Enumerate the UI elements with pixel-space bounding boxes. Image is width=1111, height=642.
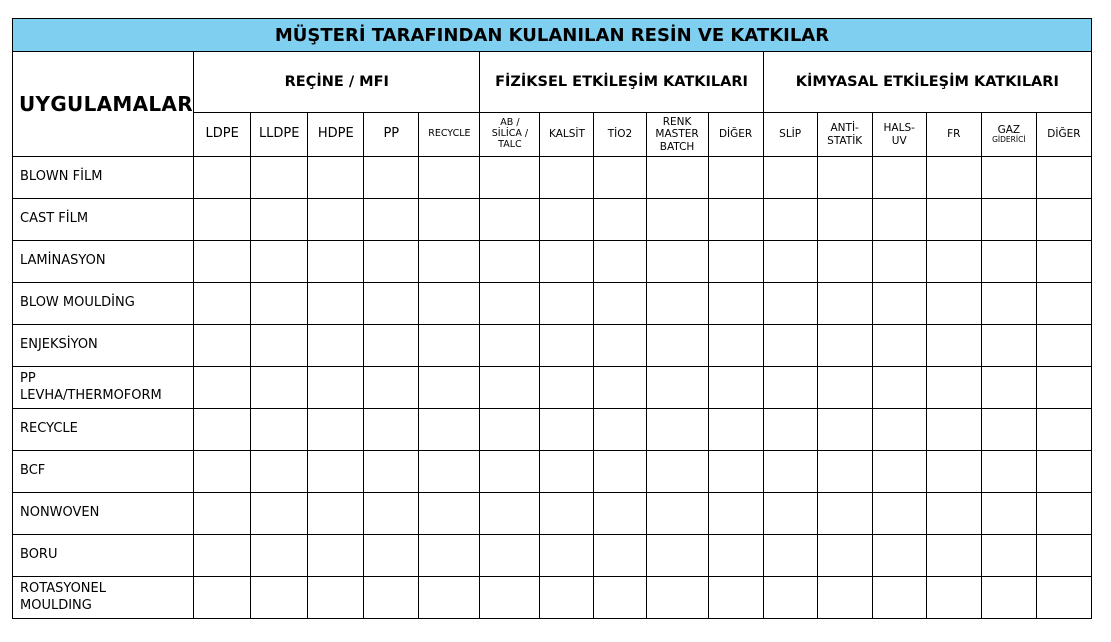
- col-header-gaz-line1: GAZ: [997, 124, 1021, 137]
- table-cell[interactable]: [251, 493, 308, 535]
- table-cell[interactable]: [1036, 577, 1091, 619]
- table-cell[interactable]: [708, 493, 763, 535]
- table-cell[interactable]: [708, 325, 763, 367]
- table-cell[interactable]: [926, 493, 981, 535]
- table-cell[interactable]: [817, 577, 872, 619]
- table-cell[interactable]: [364, 535, 419, 577]
- table-cell[interactable]: [981, 535, 1036, 577]
- col-header-ldpe: LDPE: [194, 113, 251, 157]
- col-header-renk-line3: BATCH: [659, 140, 695, 153]
- table-cell[interactable]: [364, 367, 419, 409]
- table-cell[interactable]: [1036, 283, 1091, 325]
- table-cell[interactable]: [1036, 241, 1091, 283]
- table-cell[interactable]: [540, 535, 594, 577]
- table-cell[interactable]: [419, 241, 480, 283]
- table-cell[interactable]: [540, 493, 594, 535]
- col-header-hals-line2: UV: [891, 134, 907, 147]
- table-cell[interactable]: [194, 493, 251, 535]
- table-row: [13, 283, 1092, 325]
- table-cell[interactable]: [419, 451, 480, 493]
- col-header-fr: FR: [926, 113, 981, 157]
- table-cell[interactable]: [763, 451, 817, 493]
- table-cell[interactable]: [981, 199, 1036, 241]
- table-cell[interactable]: [308, 241, 364, 283]
- table-row: [13, 241, 1092, 283]
- col-header-gaz-giderici: [981, 113, 1036, 157]
- table-cell[interactable]: [194, 577, 251, 619]
- table-cell[interactable]: [251, 241, 308, 283]
- row-label-laminasyon: LAMİNASYON: [13, 241, 194, 283]
- table-cell[interactable]: [872, 241, 926, 283]
- table-cell[interactable]: [646, 409, 708, 451]
- table-cell[interactable]: [419, 157, 480, 199]
- table-cell[interactable]: [364, 493, 419, 535]
- table-cell[interactable]: [251, 367, 308, 409]
- table-cell[interactable]: [308, 325, 364, 367]
- group-header-recine: REÇİNE / MFI: [194, 52, 480, 113]
- table-cell[interactable]: [251, 199, 308, 241]
- table-cell[interactable]: [594, 283, 646, 325]
- table-cell[interactable]: [194, 535, 251, 577]
- table-cell[interactable]: [926, 409, 981, 451]
- table-cell[interactable]: [308, 451, 364, 493]
- table-cell[interactable]: [540, 409, 594, 451]
- table-cell[interactable]: [872, 199, 926, 241]
- col-header-ab-line1: AB /: [500, 117, 520, 129]
- table-row: [13, 199, 1092, 241]
- col-header-hals-uv: [872, 113, 926, 157]
- table-cell[interactable]: [364, 199, 419, 241]
- table-cell[interactable]: [817, 283, 872, 325]
- col-header-tio2: TİO2: [594, 113, 646, 157]
- table-cell[interactable]: [251, 157, 308, 199]
- table-cell[interactable]: [540, 199, 594, 241]
- table-cell[interactable]: [364, 577, 419, 619]
- col-header-renk-master-batch: [646, 113, 708, 157]
- table-cell[interactable]: [646, 283, 708, 325]
- table-cell[interactable]: [594, 577, 646, 619]
- table-cell[interactable]: [763, 283, 817, 325]
- table-cell[interactable]: [594, 199, 646, 241]
- table-cell[interactable]: [419, 535, 480, 577]
- table-cell[interactable]: [708, 409, 763, 451]
- table-cell[interactable]: [981, 367, 1036, 409]
- table-cell[interactable]: [194, 157, 251, 199]
- table-cell[interactable]: [308, 199, 364, 241]
- table-cell[interactable]: [480, 409, 540, 451]
- table-cell[interactable]: [708, 577, 763, 619]
- table-cell[interactable]: [872, 493, 926, 535]
- table-cell[interactable]: [251, 535, 308, 577]
- table-cell[interactable]: [708, 535, 763, 577]
- table-cell[interactable]: [926, 451, 981, 493]
- table-cell[interactable]: [646, 451, 708, 493]
- col-header-renk-line1: RENK: [662, 116, 692, 129]
- table-cell[interactable]: [419, 493, 480, 535]
- table-cell[interactable]: [763, 325, 817, 367]
- table-cell[interactable]: [981, 409, 1036, 451]
- table-cell[interactable]: [817, 325, 872, 367]
- table-cell[interactable]: [308, 535, 364, 577]
- table-cell[interactable]: [872, 325, 926, 367]
- table-cell[interactable]: [419, 325, 480, 367]
- table-cell[interactable]: [981, 325, 1036, 367]
- table-cell[interactable]: [540, 577, 594, 619]
- table-cell[interactable]: [308, 409, 364, 451]
- table-cell[interactable]: [926, 241, 981, 283]
- table-cell[interactable]: [251, 451, 308, 493]
- table-cell[interactable]: [480, 325, 540, 367]
- table-cell[interactable]: [594, 367, 646, 409]
- table-cell[interactable]: [540, 451, 594, 493]
- table-cell[interactable]: [926, 325, 981, 367]
- table-cell[interactable]: [480, 493, 540, 535]
- col-header-ab-silica-talc: [480, 113, 540, 157]
- table-cell[interactable]: [926, 367, 981, 409]
- table-cell[interactable]: [763, 577, 817, 619]
- table-cell[interactable]: [364, 157, 419, 199]
- row-label-enjeksiyon: ENJEKSİYON: [13, 325, 194, 367]
- table-cell[interactable]: [594, 241, 646, 283]
- table-row: [13, 577, 1092, 619]
- col-header-recycle: RECYCLE: [419, 113, 480, 157]
- table-cell[interactable]: [194, 199, 251, 241]
- col-header-anti-statik: [817, 113, 872, 157]
- table-cell[interactable]: [872, 283, 926, 325]
- table-cell[interactable]: [1036, 409, 1091, 451]
- table-cell[interactable]: [817, 199, 872, 241]
- table-cell[interactable]: [1036, 325, 1091, 367]
- row-label-rotasyonel-moulding: [13, 577, 194, 619]
- table-cell[interactable]: [308, 577, 364, 619]
- table-cell[interactable]: [646, 367, 708, 409]
- row-header-uygulamalar: UYGULAMALAR: [13, 52, 194, 157]
- col-header-renk-line2: MASTER: [655, 128, 699, 141]
- group-header-kimyasal: KİMYASAL ETKİLEŞİM KATKILARI: [763, 52, 1091, 113]
- table-cell[interactable]: [872, 577, 926, 619]
- table-cell[interactable]: [763, 409, 817, 451]
- row-label-cast-film: CAST FİLM: [13, 199, 194, 241]
- table-cell[interactable]: [708, 199, 763, 241]
- table-cell[interactable]: [763, 199, 817, 241]
- table-cell[interactable]: [763, 157, 817, 199]
- table-cell[interactable]: [540, 283, 594, 325]
- table-row: [13, 157, 1092, 199]
- table-cell[interactable]: [364, 409, 419, 451]
- table-cell[interactable]: [981, 451, 1036, 493]
- table-cell[interactable]: [1036, 367, 1091, 409]
- table-cell[interactable]: [540, 325, 594, 367]
- table-row: [13, 409, 1092, 451]
- table-cell[interactable]: [981, 493, 1036, 535]
- row-label-pp-levha-thermoform: [13, 367, 194, 409]
- table-cell[interactable]: [646, 577, 708, 619]
- table-cell[interactable]: [308, 367, 364, 409]
- table-cell[interactable]: [364, 283, 419, 325]
- col-header-ab-line3: TALC: [498, 138, 522, 150]
- table-cell[interactable]: [1036, 199, 1091, 241]
- table-cell[interactable]: [646, 199, 708, 241]
- table-cell[interactable]: [594, 451, 646, 493]
- table-cell[interactable]: [926, 157, 981, 199]
- table-cell[interactable]: [540, 157, 594, 199]
- table-cell[interactable]: [194, 409, 251, 451]
- row-label-recycle: RECYCLE: [13, 409, 194, 451]
- col-header-diger-fiziksel: DİĞER: [708, 113, 763, 157]
- table-cell[interactable]: [364, 451, 419, 493]
- table-cell[interactable]: [594, 535, 646, 577]
- table-cell[interactable]: [364, 325, 419, 367]
- col-header-ab-line2: SİLİCA /: [491, 128, 529, 140]
- table-cell[interactable]: [817, 535, 872, 577]
- table-row: [13, 535, 1092, 577]
- table-cell[interactable]: [480, 577, 540, 619]
- table-cell[interactable]: [480, 367, 540, 409]
- col-header-hals-line1: HALS-: [883, 122, 915, 135]
- table-row: [13, 325, 1092, 367]
- table-cell[interactable]: [594, 409, 646, 451]
- table-cell[interactable]: [708, 241, 763, 283]
- row-label-boru: BORU: [13, 535, 194, 577]
- table-cell[interactable]: [480, 535, 540, 577]
- table-cell[interactable]: [708, 283, 763, 325]
- table-cell[interactable]: [594, 157, 646, 199]
- table-cell[interactable]: [419, 577, 480, 619]
- table-cell[interactable]: [594, 493, 646, 535]
- table-cell[interactable]: [981, 283, 1036, 325]
- table-cell[interactable]: [926, 535, 981, 577]
- table-cell[interactable]: [480, 199, 540, 241]
- table-cell[interactable]: [872, 157, 926, 199]
- col-header-diger-kimyasal: DİĞER: [1036, 113, 1091, 157]
- table-cell[interactable]: [872, 451, 926, 493]
- table-cell[interactable]: [194, 283, 251, 325]
- table-cell[interactable]: [194, 367, 251, 409]
- table-cell[interactable]: [1036, 451, 1091, 493]
- col-header-gaz-line2: GİDERİCİ: [992, 135, 1026, 145]
- table-cell[interactable]: [981, 157, 1036, 199]
- table-cell[interactable]: [817, 367, 872, 409]
- table-cell[interactable]: [926, 577, 981, 619]
- table-cell[interactable]: [308, 157, 364, 199]
- row-label-blown-film: BLOWN FİLM: [13, 157, 194, 199]
- table-cell[interactable]: [419, 199, 480, 241]
- table-cell[interactable]: [708, 157, 763, 199]
- table-cell[interactable]: [646, 493, 708, 535]
- table-cell[interactable]: [251, 577, 308, 619]
- group-header-fiziksel: FİZİKSEL ETKİLEŞİM KATKILARI: [480, 52, 763, 113]
- table-cell[interactable]: [872, 409, 926, 451]
- table-cell[interactable]: [926, 199, 981, 241]
- table-cell[interactable]: [646, 535, 708, 577]
- table-cell[interactable]: [763, 535, 817, 577]
- table-cell[interactable]: [251, 283, 308, 325]
- table-cell[interactable]: [419, 409, 480, 451]
- table-cell[interactable]: [1036, 535, 1091, 577]
- table-cell[interactable]: [646, 157, 708, 199]
- table-cell[interactable]: [872, 367, 926, 409]
- table-cell[interactable]: [540, 367, 594, 409]
- col-header-lldpe: LLDPE: [251, 113, 308, 157]
- table-row: [13, 493, 1092, 535]
- table-title: MÜŞTERİ TARAFINDAN KULANILAN RESİN VE KATKILAR: [13, 19, 1092, 52]
- row-label-line1: ROTASYONEL: [20, 581, 106, 597]
- table-cell[interactable]: [926, 283, 981, 325]
- table-cell[interactable]: [364, 241, 419, 283]
- table-cell[interactable]: [817, 241, 872, 283]
- table-cell[interactable]: [308, 283, 364, 325]
- resin-additive-table: [12, 18, 1092, 619]
- table-row: [13, 451, 1092, 493]
- table-cell[interactable]: [708, 451, 763, 493]
- table-cell[interactable]: [308, 493, 364, 535]
- col-header-kalsit: KALSİT: [540, 113, 594, 157]
- table-cell[interactable]: [194, 241, 251, 283]
- row-label-line2: MOULDING: [20, 597, 92, 613]
- table-cell[interactable]: [708, 367, 763, 409]
- table-cell[interactable]: [419, 367, 480, 409]
- table-cell[interactable]: [480, 241, 540, 283]
- row-label-blow-moulding: BLOW MOULDİNG: [13, 283, 194, 325]
- table-cell[interactable]: [763, 493, 817, 535]
- table-cell[interactable]: [817, 157, 872, 199]
- row-label-line2: LEVHA/THERMOFORM: [20, 387, 162, 403]
- table-cell[interactable]: [251, 325, 308, 367]
- table-cell[interactable]: [763, 241, 817, 283]
- table-cell[interactable]: [480, 283, 540, 325]
- table-cell[interactable]: [251, 409, 308, 451]
- table-cell[interactable]: [1036, 157, 1091, 199]
- row-label-bcf: BCF: [13, 451, 194, 493]
- row-label-nonwoven: NONWOVEN: [13, 493, 194, 535]
- table-cell[interactable]: [1036, 493, 1091, 535]
- table-cell[interactable]: [540, 241, 594, 283]
- col-header-anti-line2: STATİK: [827, 134, 863, 147]
- table-cell[interactable]: [594, 325, 646, 367]
- table-cell[interactable]: [981, 241, 1036, 283]
- table-cell[interactable]: [646, 241, 708, 283]
- table-cell[interactable]: [763, 367, 817, 409]
- col-header-anti-line1: ANTİ-: [830, 122, 859, 135]
- table-cell[interactable]: [480, 157, 540, 199]
- table-cell[interactable]: [872, 535, 926, 577]
- table-cell[interactable]: [817, 409, 872, 451]
- table-cell[interactable]: [194, 451, 251, 493]
- table-cell[interactable]: [419, 283, 480, 325]
- col-header-slip: SLİP: [763, 113, 817, 157]
- col-header-pp: PP: [364, 113, 419, 157]
- table-cell[interactable]: [817, 451, 872, 493]
- table-cell[interactable]: [480, 451, 540, 493]
- table-cell[interactable]: [817, 493, 872, 535]
- col-header-hdpe: HDPE: [308, 113, 364, 157]
- table-cell[interactable]: [646, 325, 708, 367]
- table-row: [13, 367, 1092, 409]
- row-label-line1: PP: [20, 371, 36, 387]
- table-cell[interactable]: [981, 577, 1036, 619]
- table-cell[interactable]: [194, 325, 251, 367]
